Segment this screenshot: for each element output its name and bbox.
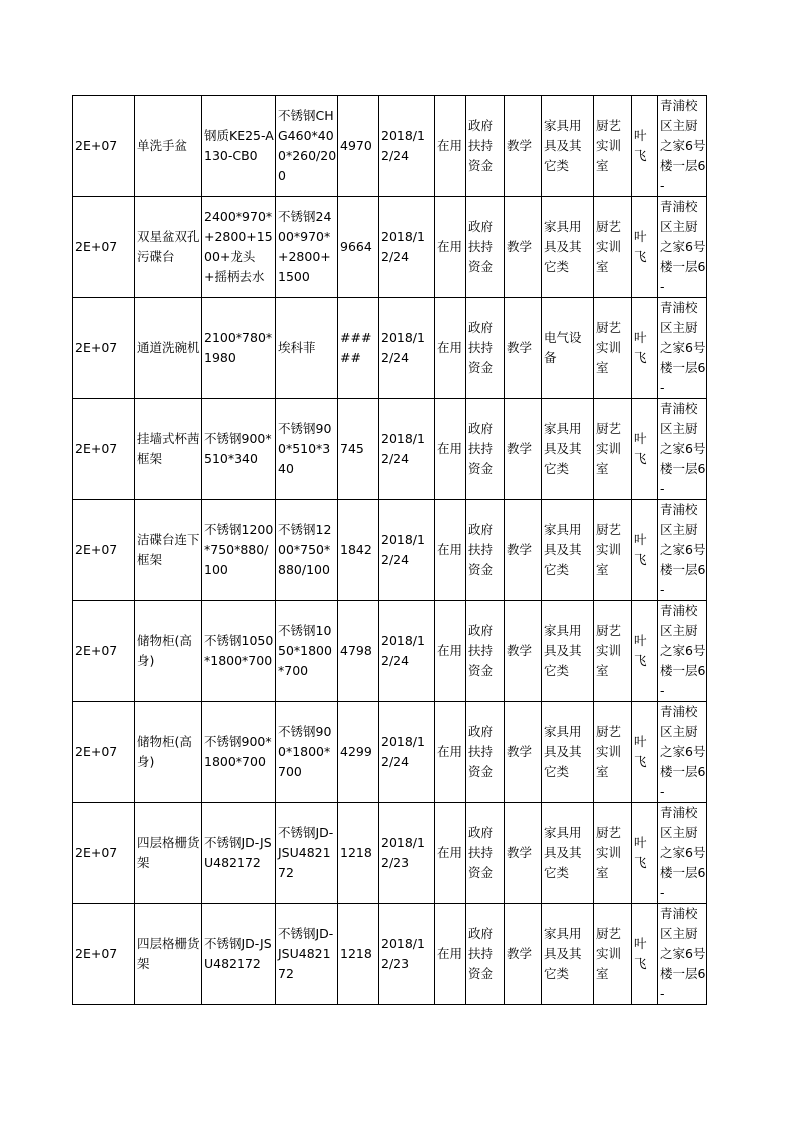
asset-code-cell: 2E+07 <box>73 904 135 1005</box>
model-cell: 不锈钢900*1800*700 <box>276 702 338 803</box>
usage-cell: 教学 <box>505 298 542 399</box>
department-cell: 厨艺实训室 <box>594 197 632 298</box>
date-cell: 2018/12/24 <box>379 96 435 197</box>
location-cell: 青浦校区主厨之家6号楼一层6- <box>658 298 707 399</box>
asset-table-body <box>73 96 707 1005</box>
asset-name-cell: 四层格栅货架 <box>135 803 202 904</box>
custodian-cell: 叶飞 <box>632 399 658 500</box>
funding-source-cell: 政府扶持资金 <box>466 601 505 702</box>
asset-code-cell: 2E+07 <box>73 702 135 803</box>
price-cell: 4970 <box>338 96 379 197</box>
status-cell: 在用 <box>435 399 466 500</box>
spec-cell: 2100*780*1980 <box>202 298 276 399</box>
asset-code-cell: 2E+07 <box>73 399 135 500</box>
department-cell: 厨艺实训室 <box>594 399 632 500</box>
department-cell: 厨艺实训室 <box>594 702 632 803</box>
price-cell: 1842 <box>338 500 379 601</box>
price-cell: 745 <box>338 399 379 500</box>
asset-name-cell: 双星盆双孔污碟台 <box>135 197 202 298</box>
custodian-cell: 叶飞 <box>632 96 658 197</box>
model-cell: 不锈钢1200*750*880/100 <box>276 500 338 601</box>
category-cell: 家具用具及其它类 <box>542 197 594 298</box>
category-cell: 家具用具及其它类 <box>542 500 594 601</box>
category-cell: 家具用具及其它类 <box>542 803 594 904</box>
table-row <box>73 702 707 803</box>
model-cell: 不锈钢CHG460*400*260/200 <box>276 96 338 197</box>
funding-source-cell: 政府扶持资金 <box>466 197 505 298</box>
table-row <box>73 96 707 197</box>
category-cell: 电气设备 <box>542 298 594 399</box>
date-cell: 2018/12/24 <box>379 197 435 298</box>
asset-code-cell: 2E+07 <box>73 500 135 601</box>
usage-cell: 教学 <box>505 399 542 500</box>
status-cell: 在用 <box>435 702 466 803</box>
asset-code-cell: 2E+07 <box>73 197 135 298</box>
usage-cell: 教学 <box>505 197 542 298</box>
model-cell: 不锈钢JD-JSU482172 <box>276 803 338 904</box>
asset-name-cell: 洁碟台连下框架 <box>135 500 202 601</box>
location-cell: 青浦校区主厨之家6号楼一层6- <box>658 197 707 298</box>
department-cell: 厨艺实训室 <box>594 601 632 702</box>
location-cell: 青浦校区主厨之家6号楼一层6- <box>658 500 707 601</box>
spec-cell: 2400*970*+2800+1500+龙头+摇柄去水 <box>202 197 276 298</box>
location-cell: 青浦校区主厨之家6号楼一层6- <box>658 803 707 904</box>
custodian-cell: 叶飞 <box>632 298 658 399</box>
date-cell: 2018/12/24 <box>379 500 435 601</box>
category-cell: 家具用具及其它类 <box>542 904 594 1005</box>
status-cell: 在用 <box>435 298 466 399</box>
spec-cell: 不锈钢900*1800*700 <box>202 702 276 803</box>
model-cell: 不锈钢2400*970*+2800+1500 <box>276 197 338 298</box>
custodian-cell: 叶飞 <box>632 904 658 1005</box>
category-cell: 家具用具及其它类 <box>542 96 594 197</box>
table-row <box>73 399 707 500</box>
department-cell: 厨艺实训室 <box>594 298 632 399</box>
department-cell: 厨艺实训室 <box>594 500 632 601</box>
spec-cell: 钢质KE25-A130-CB0 <box>202 96 276 197</box>
funding-source-cell: 政府扶持资金 <box>466 904 505 1005</box>
funding-source-cell: 政府扶持资金 <box>466 702 505 803</box>
price-cell: 1218 <box>338 904 379 1005</box>
date-cell: 2018/12/23 <box>379 904 435 1005</box>
asset-code-cell: 2E+07 <box>73 803 135 904</box>
price-cell: 4299 <box>338 702 379 803</box>
model-cell: 不锈钢JD-JSU482172 <box>276 904 338 1005</box>
price-cell: 4798 <box>338 601 379 702</box>
price-cell: ##### <box>338 298 379 399</box>
date-cell: 2018/12/24 <box>379 601 435 702</box>
table-row <box>73 298 707 399</box>
asset-code-cell: 2E+07 <box>73 96 135 197</box>
asset-name-cell: 储物柜(高身) <box>135 601 202 702</box>
asset-table <box>72 95 707 1005</box>
asset-code-cell: 2E+07 <box>73 298 135 399</box>
custodian-cell: 叶飞 <box>632 601 658 702</box>
asset-name-cell: 挂墙式杯茜框架 <box>135 399 202 500</box>
table-row <box>73 197 707 298</box>
status-cell: 在用 <box>435 904 466 1005</box>
status-cell: 在用 <box>435 197 466 298</box>
usage-cell: 教学 <box>505 601 542 702</box>
model-cell: 不锈钢1050*1800*700 <box>276 601 338 702</box>
funding-source-cell: 政府扶持资金 <box>466 298 505 399</box>
asset-name-cell: 通道洗碗机 <box>135 298 202 399</box>
status-cell: 在用 <box>435 803 466 904</box>
spec-cell: 不锈钢1050*1800*700 <box>202 601 276 702</box>
usage-cell: 教学 <box>505 803 542 904</box>
asset-name-cell: 四层格栅货架 <box>135 904 202 1005</box>
date-cell: 2018/12/24 <box>379 399 435 500</box>
funding-source-cell: 政府扶持资金 <box>466 96 505 197</box>
status-cell: 在用 <box>435 601 466 702</box>
date-cell: 2018/12/24 <box>379 702 435 803</box>
price-cell: 1218 <box>338 803 379 904</box>
status-cell: 在用 <box>435 96 466 197</box>
custodian-cell: 叶飞 <box>632 500 658 601</box>
asset-code-cell: 2E+07 <box>73 601 135 702</box>
date-cell: 2018/12/24 <box>379 298 435 399</box>
date-cell: 2018/12/23 <box>379 803 435 904</box>
table-row <box>73 904 707 1005</box>
department-cell: 厨艺实训室 <box>594 904 632 1005</box>
table-row <box>73 601 707 702</box>
table-row <box>73 803 707 904</box>
category-cell: 家具用具及其它类 <box>542 601 594 702</box>
table-row <box>73 500 707 601</box>
funding-source-cell: 政府扶持资金 <box>466 399 505 500</box>
usage-cell: 教学 <box>505 904 542 1005</box>
location-cell: 青浦校区主厨之家6号楼一层6- <box>658 399 707 500</box>
usage-cell: 教学 <box>505 702 542 803</box>
custodian-cell: 叶飞 <box>632 197 658 298</box>
location-cell: 青浦校区主厨之家6号楼一层6- <box>658 702 707 803</box>
price-cell: 9664 <box>338 197 379 298</box>
category-cell: 家具用具及其它类 <box>542 399 594 500</box>
department-cell: 厨艺实训室 <box>594 96 632 197</box>
model-cell: 埃科菲 <box>276 298 338 399</box>
custodian-cell: 叶飞 <box>632 803 658 904</box>
custodian-cell: 叶飞 <box>632 702 658 803</box>
funding-source-cell: 政府扶持资金 <box>466 500 505 601</box>
spec-cell: 不锈钢JD-JSU482172 <box>202 904 276 1005</box>
spec-cell: 不锈钢1200*750*880/100 <box>202 500 276 601</box>
spec-cell: 不锈钢900*510*340 <box>202 399 276 500</box>
funding-source-cell: 政府扶持资金 <box>466 803 505 904</box>
location-cell: 青浦校区主厨之家6号楼一层6- <box>658 601 707 702</box>
asset-name-cell: 单洗手盆 <box>135 96 202 197</box>
category-cell: 家具用具及其它类 <box>542 702 594 803</box>
location-cell: 青浦校区主厨之家6号楼一层6- <box>658 904 707 1005</box>
status-cell: 在用 <box>435 500 466 601</box>
department-cell: 厨艺实训室 <box>594 803 632 904</box>
usage-cell: 教学 <box>505 96 542 197</box>
location-cell: 青浦校区主厨之家6号楼一层6- <box>658 96 707 197</box>
spec-cell: 不锈钢JD-JSU482172 <box>202 803 276 904</box>
asset-name-cell: 储物柜(高身) <box>135 702 202 803</box>
usage-cell: 教学 <box>505 500 542 601</box>
model-cell: 不锈钢900*510*340 <box>276 399 338 500</box>
